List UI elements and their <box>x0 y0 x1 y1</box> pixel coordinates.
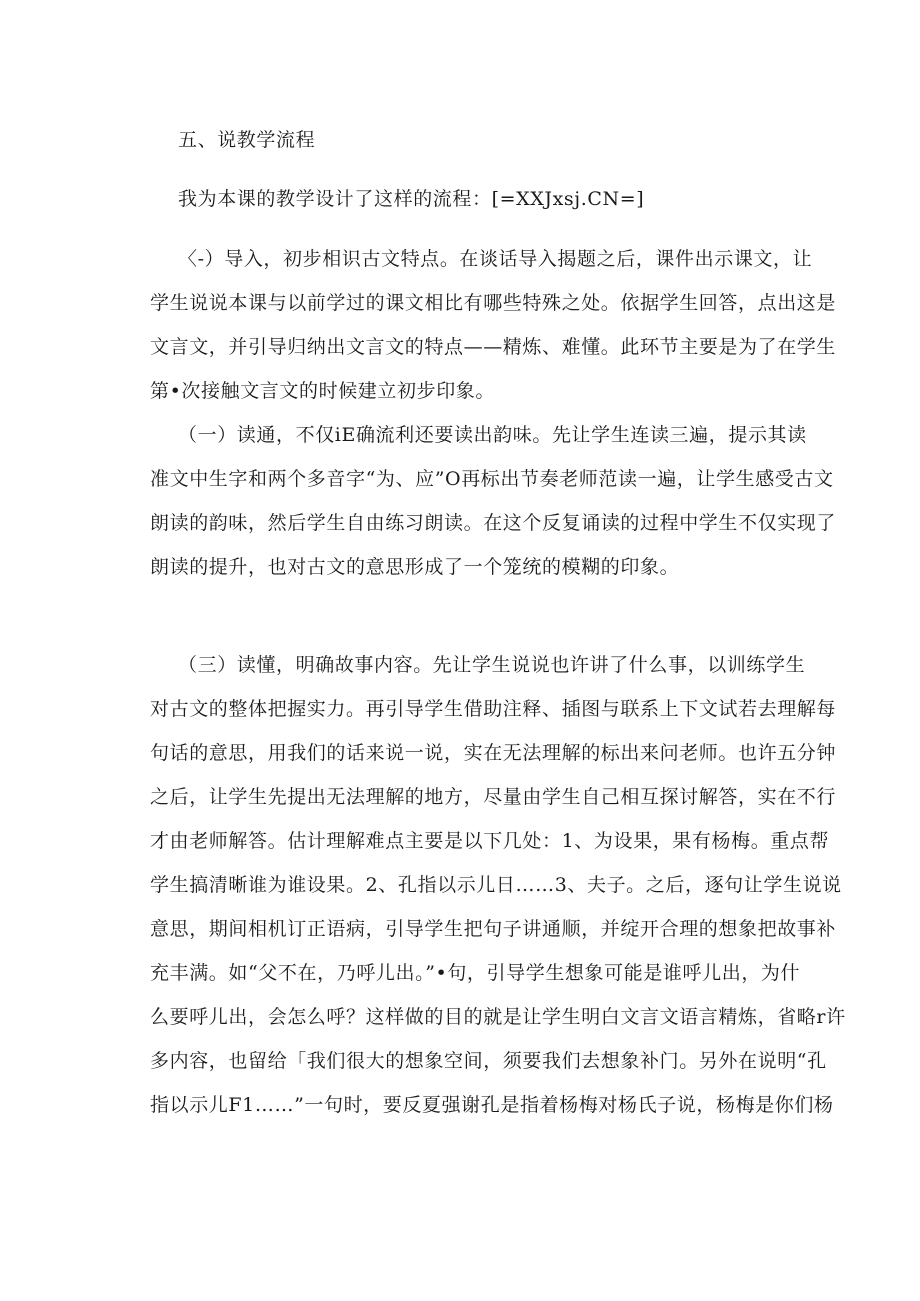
section-heading: 五、说教学流程 <box>178 129 316 151</box>
paragraph-line: 第•次接触文言文的时候建立初步印象。 <box>150 380 496 402</box>
paragraph-understand <box>150 653 846 1137</box>
paragraph-line: 才由老师解答。估计理解难点主要是以下几处：1、为设果，果有杨梅。重点帮 <box>150 830 830 852</box>
paragraph-line: 意思，期间相机订正语病，引导学生把句子讲通顺，并绽开合理的想象把故事补 <box>150 918 837 940</box>
paragraph-line: 学生搞清晰谁为谁设果。2、孔指以示儿日……3、夫子。之后，逐句让学生说说 <box>150 874 842 896</box>
paragraph-line: 多内容，也留给「我们很大的想象空间，须要我们去想象补门。另外在说明“孔 <box>150 1050 827 1072</box>
paragraph-line: 朗读的韵味，然后学生自由练习朗读。在这个反复诵读的过程中学生不仅实现了 <box>150 512 837 534</box>
paragraph-line: 之后，让学生先提出无法理解的地方，尽量由学生自己相互探讨解答，实在不行 <box>150 786 837 808</box>
paragraph-line: 指以示儿F1……”一句时，要反夏强谢孔是指着杨梅对杨氏子说，杨梅是你们杨 <box>150 1094 834 1116</box>
intro-line: 我为本课的教学设计了这样的流程：[=XXJxsj.CN=] <box>178 188 645 210</box>
paragraph-line: 学生说说本课与以前学过的课文相比有哪些特殊之处。依据学生回答，点出这是 <box>150 292 837 314</box>
paragraph-line: （一）读通，不仅iE确流利还要读出韵味。先让学生连读三遍，提示其读 <box>178 424 807 446</box>
paragraph-line: 么要呼儿出，会怎么呼？这样做的目的就是让学生明白文言文语言精炼，省略r许 <box>150 1006 846 1028</box>
paragraph-introduction <box>150 247 837 423</box>
paragraph-line: 充丰满。如“父不在，乃呼儿出。”•句，引导学生想象可能是谁呼儿出，为什 <box>150 962 801 984</box>
paragraph-read-through <box>150 423 837 599</box>
paragraph-line: 文言文，并引导归纳出文言文的特点——精炼、难懂。此环节主要是为了在学生 <box>150 336 837 358</box>
paragraph-line: 〈-）导入，初步相识古文特点。在谈话导入揭题之后，课件出示课文，让 <box>178 248 813 270</box>
paragraph-line: 准文中生字和两个多音字“为、应”O再标出节奏老师范读一遍，让学生感受古文 <box>150 468 834 490</box>
paragraph-line: 对古文的整体把握实力。再引导学生借助注释、插图与联系上下文试若去理解每 <box>150 698 837 720</box>
paragraph-line: （三）读懂，明确故事内容。先让学生说说也许讲了什么事，以训练学生 <box>178 654 806 676</box>
paragraph-line: 朗读的提升，也对古文的意思形成了一个笼统的模糊的印象。 <box>150 556 680 578</box>
paragraph-line: 句话的意思，用我们的话来说一说，实在无法理解的标出来问老师。也许五分钟 <box>150 742 837 764</box>
